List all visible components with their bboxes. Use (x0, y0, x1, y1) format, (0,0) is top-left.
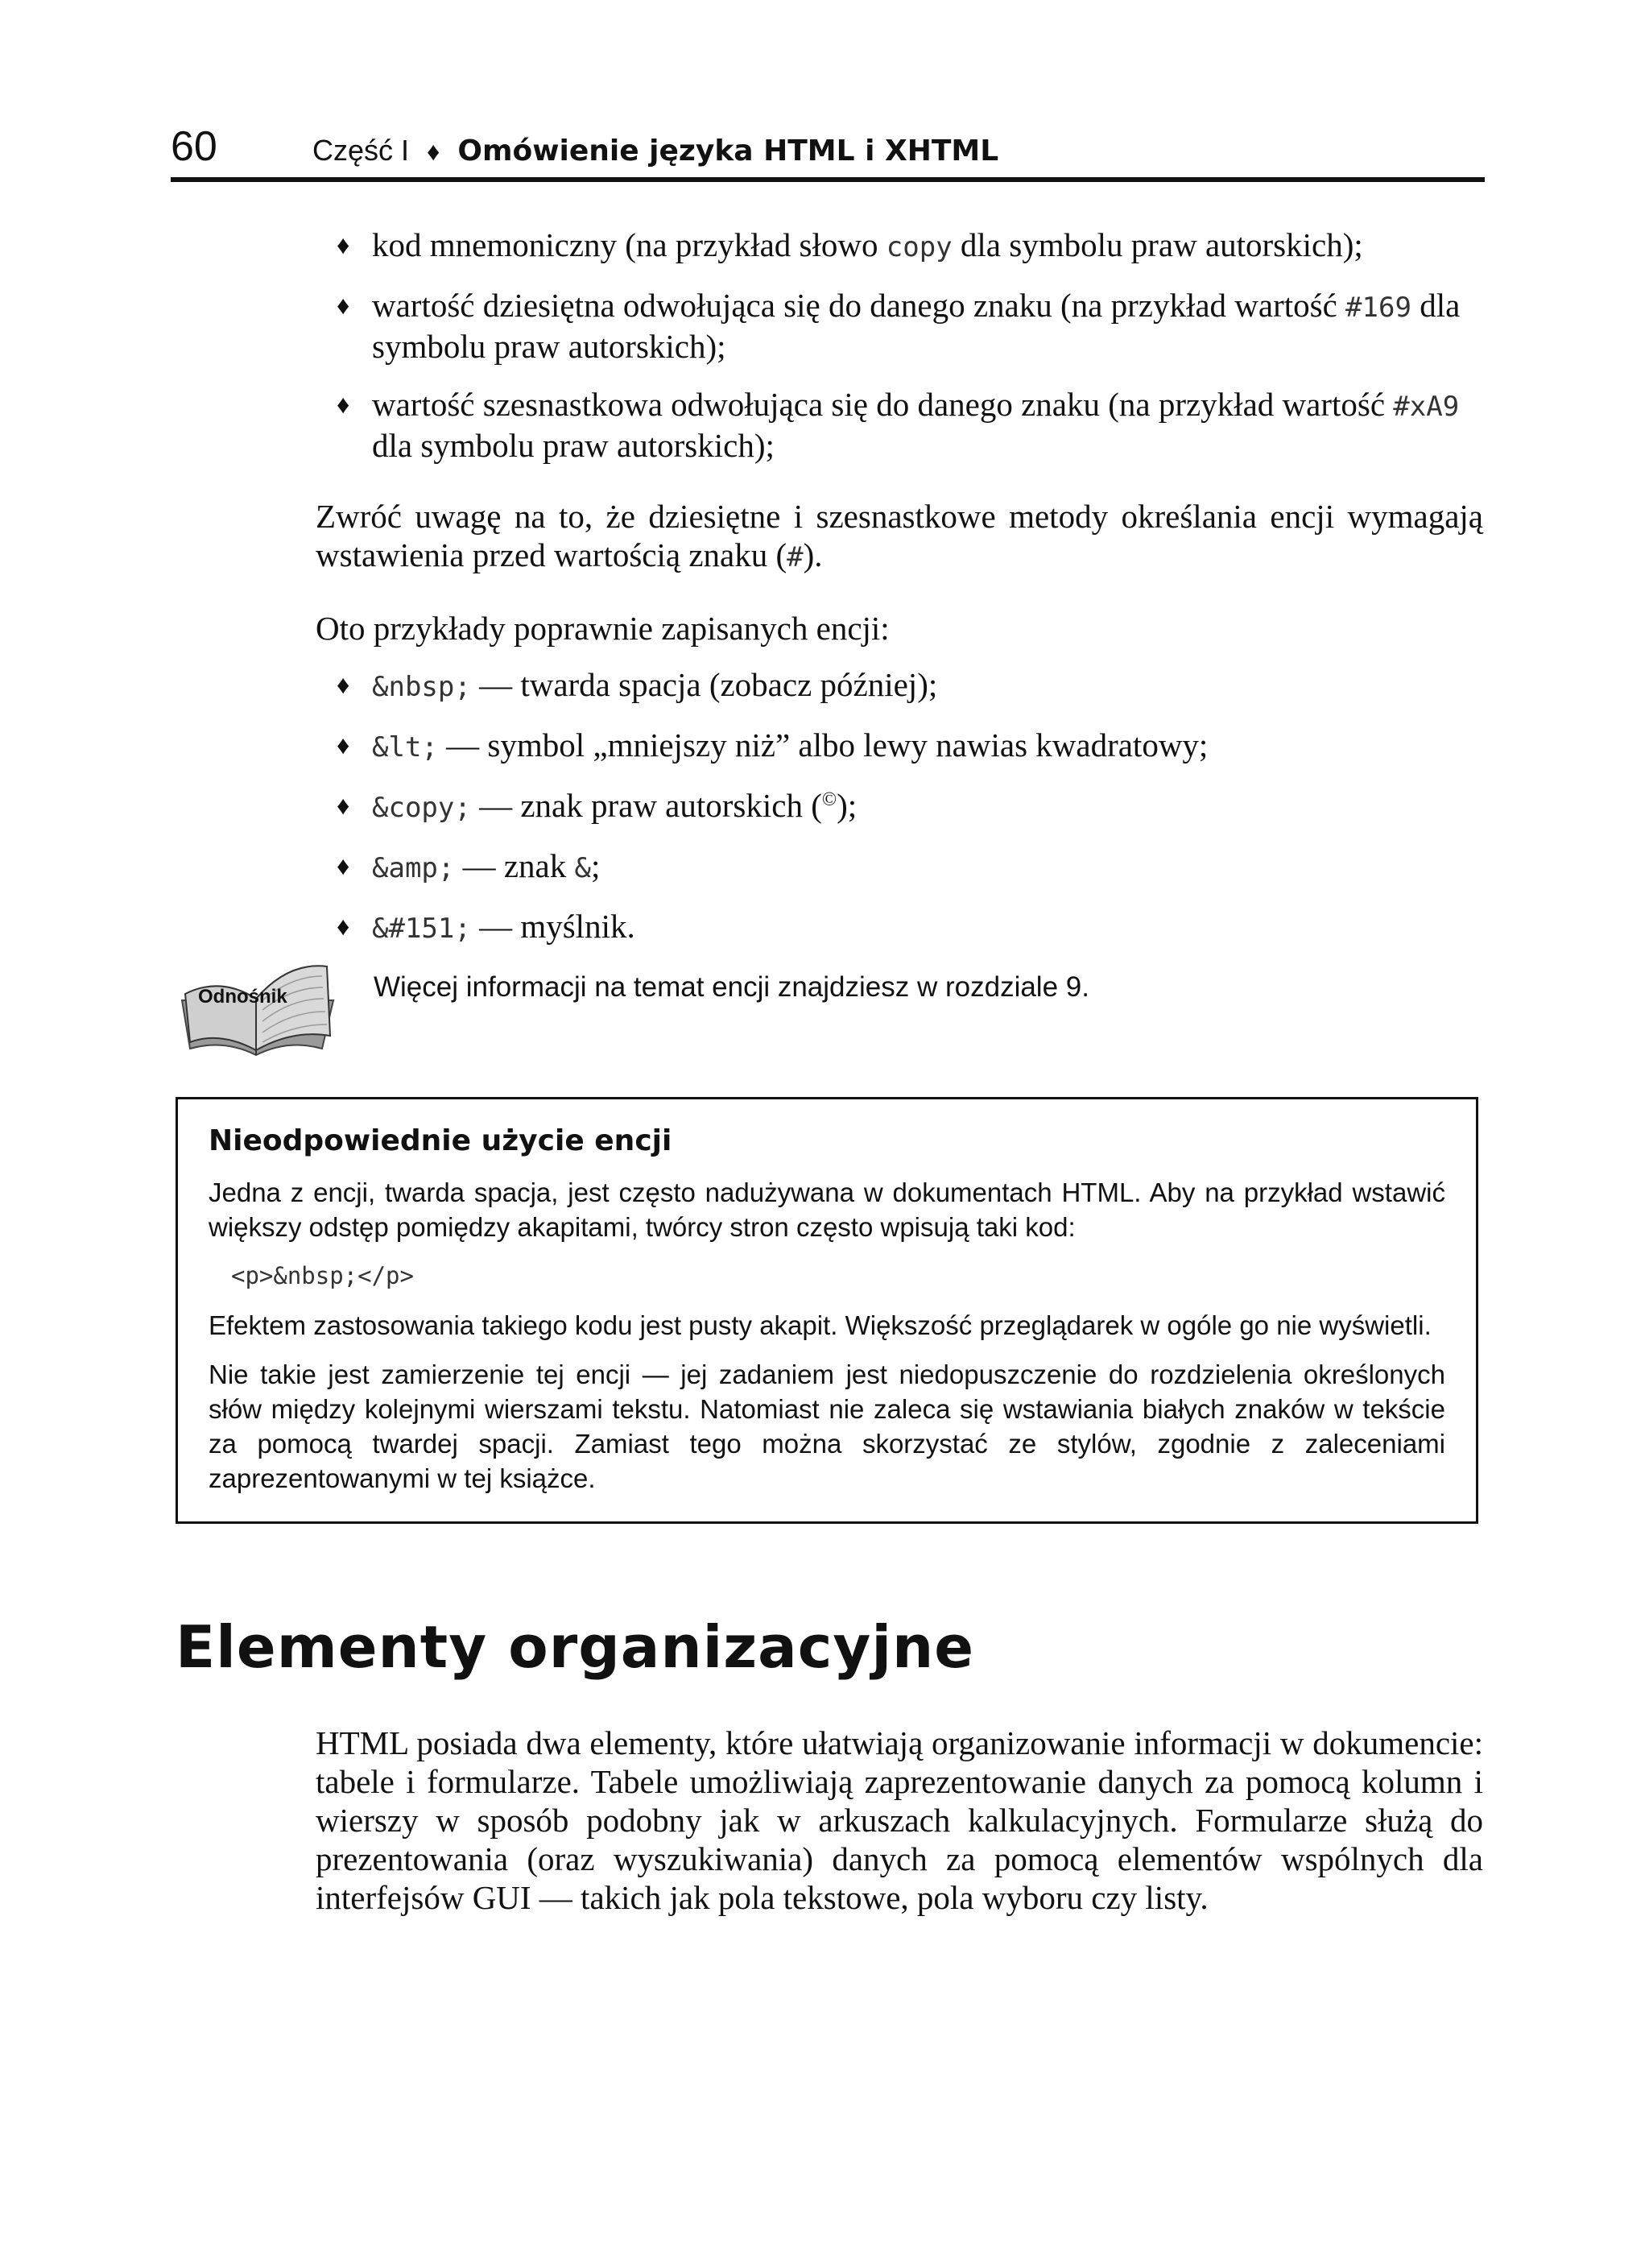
inline-code: & (574, 852, 591, 884)
section-heading: Elementy organizacyjne (176, 1613, 975, 1681)
open-book-icon (176, 952, 337, 1065)
diamond-bullet-icon: ♦ (337, 912, 350, 941)
sidebar-paragraph: Jedna z encji, twarda spacja, jest często nadużywana w dokumentach HTML. Aby na przykład wstawić większy odstęp pomiędzy akapitami, twórcy stron często wpisują taki kod: (209, 1177, 1445, 1242)
sidebar-paragraph: Efektem zastosowania takiego kodu jest pusty akapit. Większość przeglądarek w ogóle go nie wyświetli. (209, 1310, 1432, 1340)
list-item: ♦ wartość dziesiętna odwołująca się do danego znaku (na przykład wartość #169 dla symbolu praw autorskich); (337, 287, 1461, 365)
cross-reference (176, 952, 1464, 1065)
copyright-symbol: © (821, 789, 837, 810)
list-item: ♦ &nbsp; — twarda spacja (zobacz później); (337, 666, 938, 703)
diamond-bullet-icon: ♦ (337, 670, 350, 699)
inline-code: &nbsp; (372, 671, 471, 703)
page-number: 60 (171, 123, 217, 170)
diamond-bullet-icon: ♦ (337, 230, 350, 259)
entity-examples-list (316, 665, 1483, 948)
diamond-icon: ♦ (427, 137, 440, 166)
book-icon (176, 952, 337, 1065)
running-header (171, 121, 1485, 182)
xref-text: Więcej informacji na temat encji znajdziesz w rozdziale 9. (374, 971, 1089, 1003)
inline-code: &copy; (372, 792, 471, 824)
note-paragraph: Zwróć uwagę na to, że dziesiętne i szesnastkowe metody określania encji wymagają wstawienia przed wartością znaku (#). (316, 498, 1483, 573)
list-item: ♦ &#151; — myślnik. (337, 908, 635, 945)
inline-code: &#151; (372, 913, 471, 945)
diamond-bullet-icon: ♦ (337, 791, 350, 820)
sidebar-paragraph: Nie takie jest zamierzenie tej encji — jej zadaniem jest niedopuszczenie do rozdzielenia określonych słów między kolejnymi wierszami tekstu. Natomiast nie zaleca się wstawiania białych znaków w tekście za pomocą twardej spacji. Zamiast tego można skorzystać ze stylów, zgodnie z zaleceniami zaprezentowanymi w tej książce. (209, 1360, 1445, 1493)
inline-code: &amp; (372, 852, 455, 884)
list-item: ♦ kod mnemoniczny (na przykład słowo copy dla symbolu praw autorskich); (337, 226, 1363, 263)
xref-label: Odnośnik (198, 986, 287, 1008)
inline-code: #169 (1345, 292, 1411, 324)
inline-code: #xA9 (1393, 391, 1460, 423)
inline-code: &lt; (372, 731, 438, 764)
diamond-bullet-icon: ♦ (337, 730, 350, 759)
part-label: Część I (312, 134, 410, 167)
header-part (312, 129, 998, 173)
sidebar-box (176, 1097, 1478, 1524)
section-body: HTML posiada dwa elementy, które ułatwiają organizowanie informacji w dokumencie: tabele i formularze. Tabele umożliwiają zaprezentowanie danych za pomocą kolumn i wierszy w sposób podobny jak w arkuszach kalkulacyjnych. Formularze służą do prezentowania (oraz wyszukiwania) danych za pomocą elementów wspólnych dla interfejsów GUI — takich jak pola tekstowe, pola wyboru czy listy. (316, 1724, 1483, 1916)
inline-code: # (787, 541, 804, 573)
entity-methods-list (316, 226, 1483, 465)
diamond-bullet-icon: ♦ (337, 851, 350, 880)
list-item: ♦ &amp; — znak &; (337, 847, 601, 884)
examples-intro: Oto przykłady poprawnie zapisanych encji: (316, 610, 890, 647)
diamond-bullet-icon: ♦ (337, 390, 350, 419)
diamond-bullet-icon: ♦ (337, 291, 350, 320)
list-item: ♦ &lt; — symbol „mniejszy niż” albo lewy nawias kwadratowy; (337, 726, 1209, 764)
list-item: ♦ wartość szesnastkowa odwołująca się do danego znaku (na przykład wartość #xA9 dla symbolu praw autorskich); (337, 386, 1460, 464)
main-content (316, 226, 1483, 967)
list-item: ♦ &copy; — znak praw autorskich (©); (337, 787, 858, 824)
header-title: Omówienie języka HTML i XHTML (457, 135, 999, 168)
code-sample: <p>&nbsp;</p> (231, 1262, 414, 1289)
inline-code: copy (886, 231, 953, 263)
sidebar-title: Nieodpowiednie użycie encji (209, 1124, 672, 1157)
